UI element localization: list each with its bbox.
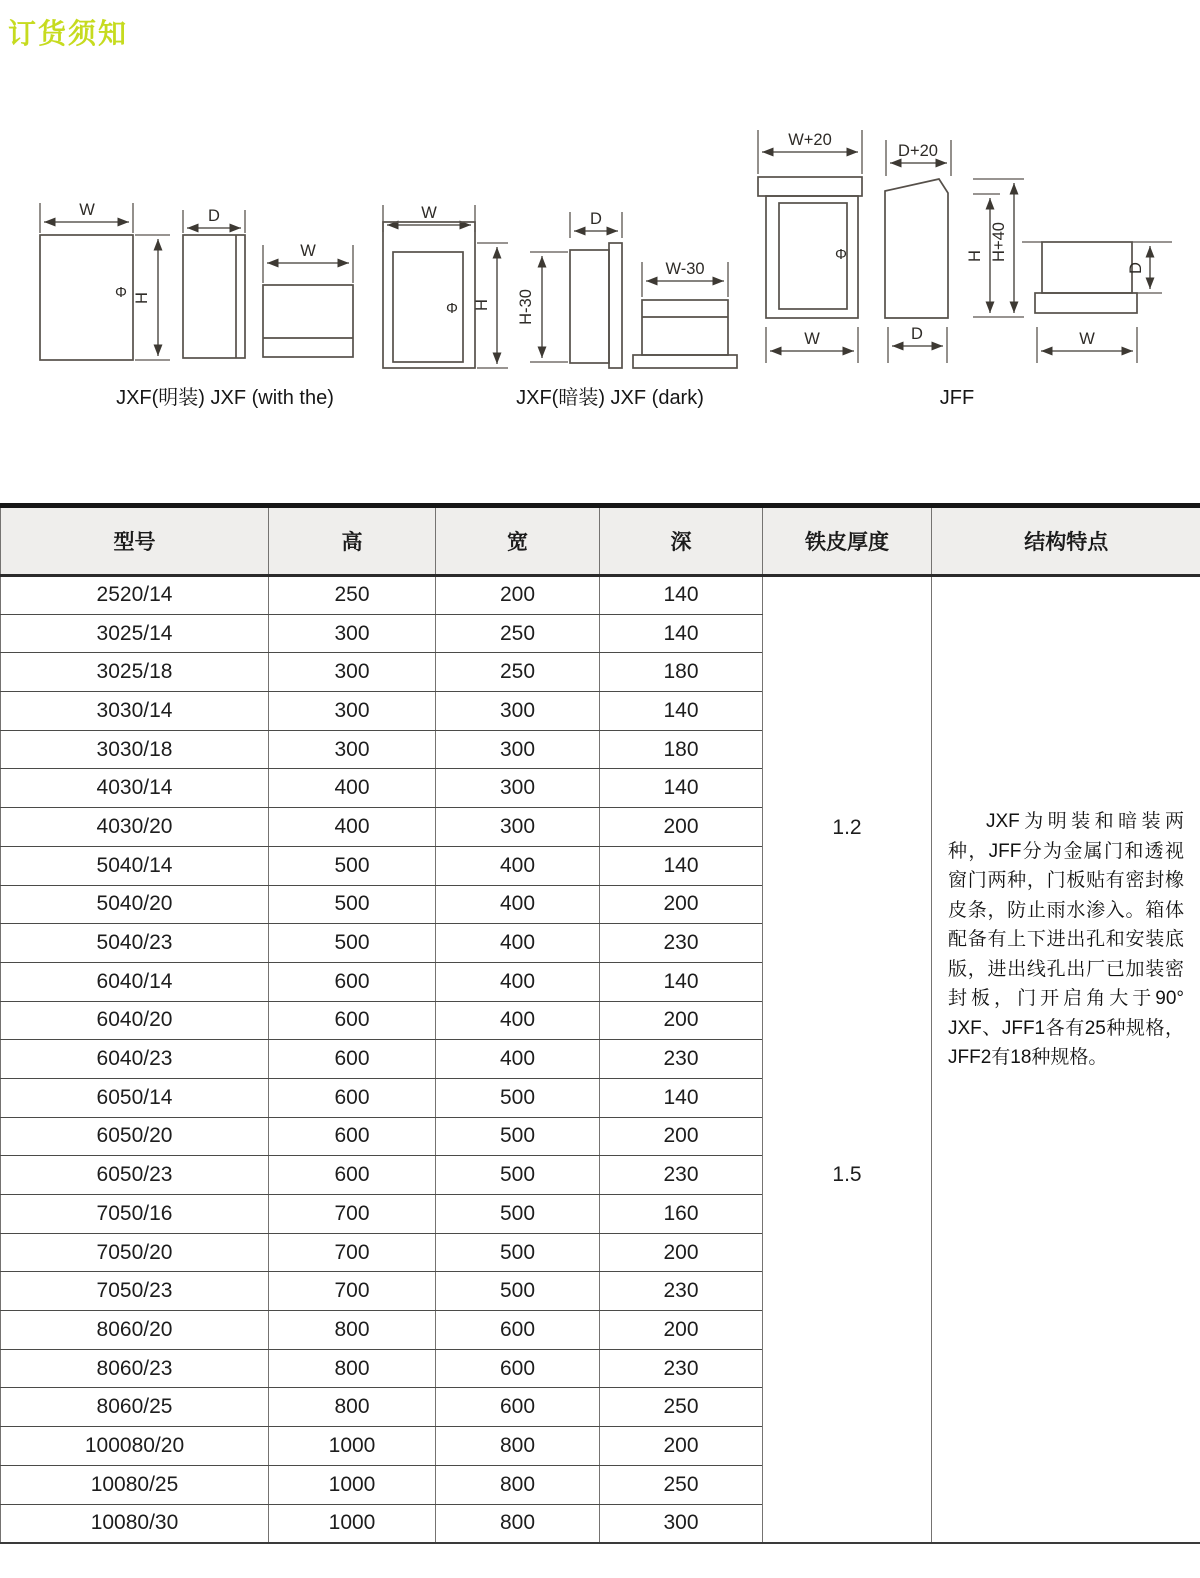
dim-label-h: H [966, 250, 984, 262]
enclosure-top [642, 300, 728, 355]
cell-height: 1000 [269, 1465, 436, 1504]
jxf-flush-top-view [633, 260, 737, 368]
cell-height: 1000 [269, 1427, 436, 1466]
cell-model: 3030/18 [1, 730, 269, 769]
door-handle-icon: Φ [835, 246, 847, 263]
cell-width: 250 [436, 653, 600, 692]
enclosure-side [885, 179, 948, 318]
cell-depth: 140 [600, 962, 763, 1001]
cell-width: 600 [436, 1311, 600, 1350]
cell-width: 400 [436, 924, 600, 963]
cell-depth: 200 [600, 885, 763, 924]
cell-model: 6040/20 [1, 1001, 269, 1040]
cell-height: 400 [269, 769, 436, 808]
cell-width: 300 [436, 692, 600, 731]
door-handle-icon: Φ [446, 300, 458, 317]
cell-height: 1000 [269, 1504, 436, 1543]
cell-height: 400 [269, 808, 436, 847]
features-merged-cell [932, 576, 1200, 1543]
cell-width: 200 [436, 576, 600, 615]
cell-width: 800 [436, 1504, 600, 1543]
cell-depth: 200 [600, 1427, 763, 1466]
thickness-merged-cell [763, 576, 932, 1543]
jff-height-dims [966, 179, 1024, 317]
table-row [1, 576, 1200, 615]
cell-height: 700 [269, 1233, 436, 1272]
cell-height: 800 [269, 1388, 436, 1427]
cell-width: 400 [436, 846, 600, 885]
col-header-model: 型号 [1, 506, 269, 576]
cell-model: 7050/23 [1, 1272, 269, 1311]
dim-label-h: H [473, 299, 491, 311]
cell-depth: 140 [600, 692, 763, 731]
page-title: 订货须知 [8, 18, 129, 49]
dim-label-h: H [133, 292, 151, 304]
dim-label-d: D [911, 325, 923, 343]
dim-label-w: W [79, 201, 95, 219]
cell-width: 500 [436, 1156, 600, 1195]
col-header-width: 宽 [436, 506, 600, 576]
diagram-caption-jff: JFF [939, 387, 975, 409]
cell-model: 4030/20 [1, 808, 269, 847]
cell-height: 500 [269, 924, 436, 963]
cell-depth: 140 [600, 576, 763, 615]
dimension-diagrams [0, 100, 1200, 430]
diagram-caption-jxf-flush: JXF(暗装) JXF (dark) [516, 387, 704, 409]
cell-width: 600 [436, 1349, 600, 1388]
dim-label-hplus40: H+40 [990, 222, 1008, 262]
cell-height: 500 [269, 846, 436, 885]
spec-table-body [1, 576, 1200, 1543]
cell-height: 300 [269, 692, 436, 731]
cell-model: 7050/20 [1, 1233, 269, 1272]
dim-label-d: D [1127, 262, 1145, 274]
table-header-row [1, 506, 1200, 576]
cell-height: 600 [269, 962, 436, 1001]
cell-depth: 140 [600, 1078, 763, 1117]
cell-width: 500 [436, 1195, 600, 1234]
cell-depth: 200 [600, 1233, 763, 1272]
cell-model: 5040/23 [1, 924, 269, 963]
cell-height: 600 [269, 1156, 436, 1195]
col-header-thickness: 铁皮厚度 [763, 506, 932, 576]
cell-depth: 230 [600, 924, 763, 963]
cell-model: 10080/25 [1, 1465, 269, 1504]
cell-depth: 140 [600, 846, 763, 885]
cell-height: 300 [269, 653, 436, 692]
cell-height: 800 [269, 1349, 436, 1388]
cell-model: 8060/20 [1, 1311, 269, 1350]
cell-model: 6050/20 [1, 1117, 269, 1156]
col-header-depth: 深 [600, 506, 763, 576]
cell-model: 6040/23 [1, 1040, 269, 1079]
cell-depth: 230 [600, 1156, 763, 1195]
diagram-caption-jxf-surface: JXF(明装) JXF (with the) [116, 387, 334, 409]
enclosure-front [383, 222, 475, 368]
cell-depth: 200 [600, 808, 763, 847]
dim-label-dplus20: D+20 [898, 142, 938, 160]
features-text: JXF为明装和暗装两种，JFF分为金属门和透视窗门两种，门板贴有密封橡皮条，防止雨水渗入。箱体配备有上下进出孔和安装底版，进出线孔出厂已加装密封板，门开启角大于90° JXF、JFF1各有25种规格，JFF2有18种规格。 [948, 811, 1184, 1068]
dim-label-w: W [804, 330, 820, 348]
cell-width: 250 [436, 614, 600, 653]
cell-model: 4030/14 [1, 769, 269, 808]
cell-depth: 250 [600, 1465, 763, 1504]
cell-width: 500 [436, 1078, 600, 1117]
cell-model: 6050/23 [1, 1156, 269, 1195]
cell-depth: 200 [600, 1001, 763, 1040]
cell-model: 7050/16 [1, 1195, 269, 1234]
cell-width: 800 [436, 1427, 600, 1466]
cell-model: 8060/23 [1, 1349, 269, 1388]
jff-side-view [885, 140, 951, 363]
dim-label-w: W [1079, 330, 1095, 348]
dim-label-w: W [300, 242, 316, 260]
cell-model: 3030/14 [1, 692, 269, 731]
cell-depth: 230 [600, 1040, 763, 1079]
col-header-height: 高 [269, 506, 436, 576]
cell-depth: 200 [600, 1117, 763, 1156]
cell-model: 10080/30 [1, 1504, 269, 1543]
cell-model: 5040/20 [1, 885, 269, 924]
cell-width: 300 [436, 808, 600, 847]
cell-model: 3025/14 [1, 614, 269, 653]
jxf-flush-front-view [383, 204, 508, 368]
cell-width: 400 [436, 1040, 600, 1079]
spec-table [0, 503, 1200, 1544]
jxf-surface-top-view [263, 242, 353, 357]
cell-model: 3025/18 [1, 653, 269, 692]
cell-model: 6050/14 [1, 1078, 269, 1117]
cell-model: 8060/25 [1, 1388, 269, 1427]
cell-height: 800 [269, 1311, 436, 1350]
cell-width: 400 [436, 885, 600, 924]
cell-depth: 230 [600, 1272, 763, 1311]
jxf-surface-front-view [40, 201, 170, 360]
jxf-flush-side-view [517, 210, 622, 368]
col-header-features: 结构特点 [932, 506, 1200, 576]
cell-height: 700 [269, 1272, 436, 1311]
base-plate [1035, 293, 1137, 313]
dim-label-w30: W-30 [665, 260, 705, 278]
cell-depth: 180 [600, 730, 763, 769]
cell-width: 400 [436, 962, 600, 1001]
mounting-flange [609, 243, 622, 368]
door-handle-icon: Φ [115, 284, 127, 301]
cell-width: 400 [436, 1001, 600, 1040]
cell-depth: 300 [600, 1504, 763, 1543]
enclosure-top [263, 285, 353, 357]
cell-depth: 140 [600, 769, 763, 808]
cell-width: 500 [436, 1233, 600, 1272]
cell-width: 300 [436, 730, 600, 769]
cell-width: 800 [436, 1465, 600, 1504]
base-plate [633, 355, 737, 368]
cell-model: 6040/14 [1, 962, 269, 1001]
cell-width: 500 [436, 1117, 600, 1156]
thickness-value: 1.5 [832, 1163, 862, 1187]
cell-height: 300 [269, 730, 436, 769]
dim-label-w: W [421, 204, 437, 222]
jff-top-view [1022, 242, 1172, 363]
cell-height: 600 [269, 1078, 436, 1117]
thickness-value: 1.2 [832, 815, 862, 839]
jff-front-view [758, 130, 862, 363]
cell-model: 100080/20 [1, 1427, 269, 1466]
cell-height: 500 [269, 885, 436, 924]
cell-depth: 140 [600, 614, 763, 653]
dim-label-d: D [208, 207, 220, 225]
enclosure-top [1042, 242, 1132, 293]
cell-height: 600 [269, 1040, 436, 1079]
jxf-surface-side-view [183, 207, 245, 358]
cell-depth: 200 [600, 1311, 763, 1350]
cell-depth: 230 [600, 1349, 763, 1388]
cell-model: 5040/14 [1, 846, 269, 885]
cell-width: 500 [436, 1272, 600, 1311]
cell-depth: 180 [600, 653, 763, 692]
cell-height: 300 [269, 614, 436, 653]
cell-depth: 160 [600, 1195, 763, 1234]
cell-depth: 250 [600, 1388, 763, 1427]
cell-width: 600 [436, 1388, 600, 1427]
enclosure-side [570, 250, 609, 363]
cell-height: 250 [269, 576, 436, 615]
cell-height: 600 [269, 1001, 436, 1040]
cell-height: 700 [269, 1195, 436, 1234]
rain-hood [758, 177, 862, 196]
cell-model: 2520/14 [1, 576, 269, 615]
dim-label-wplus20: W+20 [788, 131, 832, 149]
dim-label-d: D [590, 210, 602, 228]
cell-width: 300 [436, 769, 600, 808]
dim-label-h30: H-30 [517, 289, 535, 325]
cell-height: 600 [269, 1117, 436, 1156]
